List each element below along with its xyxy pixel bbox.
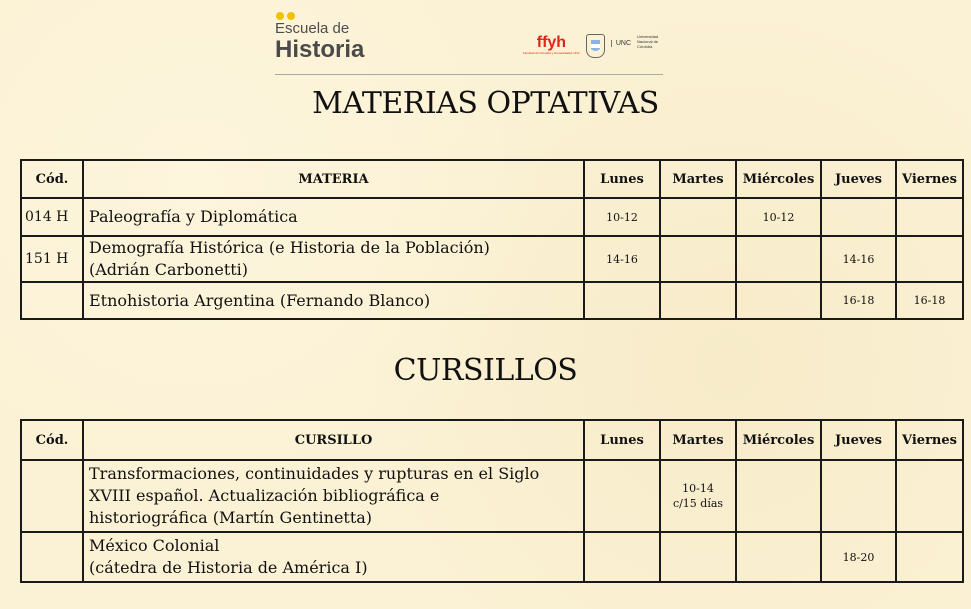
header-jueves: Jueves [821,420,896,460]
header-cod: Cód. [21,160,83,198]
ffyh-logo [523,34,580,55]
unc-subtitle: Universidad Nacional de Córdoba [637,34,659,49]
table-header-row [21,160,963,198]
logo-dot [287,12,295,20]
row-code [21,460,83,532]
cursillos-table [20,419,964,583]
logo-dot [276,12,284,20]
logo-line1: Escuela de [275,20,350,37]
row-code: 151 H [21,236,83,282]
row-lunes [584,282,660,319]
row-lunes: 10-12 [584,198,660,236]
row-miercoles [736,532,821,582]
header-cursillo: CURSILLO [83,420,584,460]
row-viernes [896,198,963,236]
header-miercoles: Miércoles [736,420,821,460]
escuela-historia-logo [275,12,364,63]
row-name: Paleografía y Diplomática [83,198,584,236]
row-martes [660,282,736,319]
row-viernes [896,532,963,582]
header-viernes: Viernes [896,420,963,460]
header-materia: MATERIA [83,160,584,198]
row-jueves: 16-18 [821,282,896,319]
logo-dots [276,12,364,20]
row-jueves [821,460,896,532]
table-row [21,460,963,532]
row-name: Transformaciones, continuidades y rupturas en el Siglo XVIII español. Actualización bibliográfica e historiográfica (Martín Gentinetta) [83,460,584,532]
row-jueves: 18-20 [821,532,896,582]
header-miercoles: Miércoles [736,160,821,198]
ffyh-text: ffyh [536,34,567,51]
materias-optativas-title: MATERIAS OPTATIVAS [312,86,659,121]
row-code [21,532,83,582]
row-name: Demografía Histórica (e Historia de la Población) (Adrián Carbonetti) [83,236,584,282]
row-lunes [584,532,660,582]
header-lunes: Lunes [584,420,660,460]
table-row [21,532,963,582]
row-martes [660,198,736,236]
page-header [275,12,663,75]
header-viernes: Viernes [896,160,963,198]
table-row [21,282,963,319]
logo-line2: Historia [275,36,365,63]
table-header-row [21,420,963,460]
header-jueves: Jueves [821,160,896,198]
unc-text: UNC [611,40,631,47]
institution-logos [523,34,663,58]
row-miercoles [736,236,821,282]
row-jueves [821,198,896,236]
row-viernes [896,460,963,532]
row-name: México Colonial (cátedra de Historia de América I) [83,532,584,582]
row-lunes: 14-16 [584,236,660,282]
row-martes [660,236,736,282]
unc-seal-icon [586,34,605,58]
row-name: Etnohistoria Argentina (Fernando Blanco) [83,282,584,319]
table-row [21,198,963,236]
row-martes: 10-14 c/15 días [660,460,736,532]
materias-optativas-table [20,159,964,320]
row-miercoles: 10-12 [736,198,821,236]
row-code [21,282,83,319]
row-lunes [584,460,660,532]
cursillos-title: CURSILLOS [393,353,578,388]
row-miercoles [736,460,821,532]
header-martes: Martes [660,420,736,460]
header-martes: Martes [660,160,736,198]
ffyh-subtitle: Facultad de Filosofía y Humanidades UNC [522,51,580,55]
row-viernes [896,236,963,282]
header-lunes: Lunes [584,160,660,198]
row-jueves: 14-16 [821,236,896,282]
row-miercoles [736,282,821,319]
header-cod: Cód. [21,420,83,460]
table-row [21,236,963,282]
row-martes [660,532,736,582]
row-viernes: 16-18 [896,282,963,319]
row-code: 014 H [21,198,83,236]
